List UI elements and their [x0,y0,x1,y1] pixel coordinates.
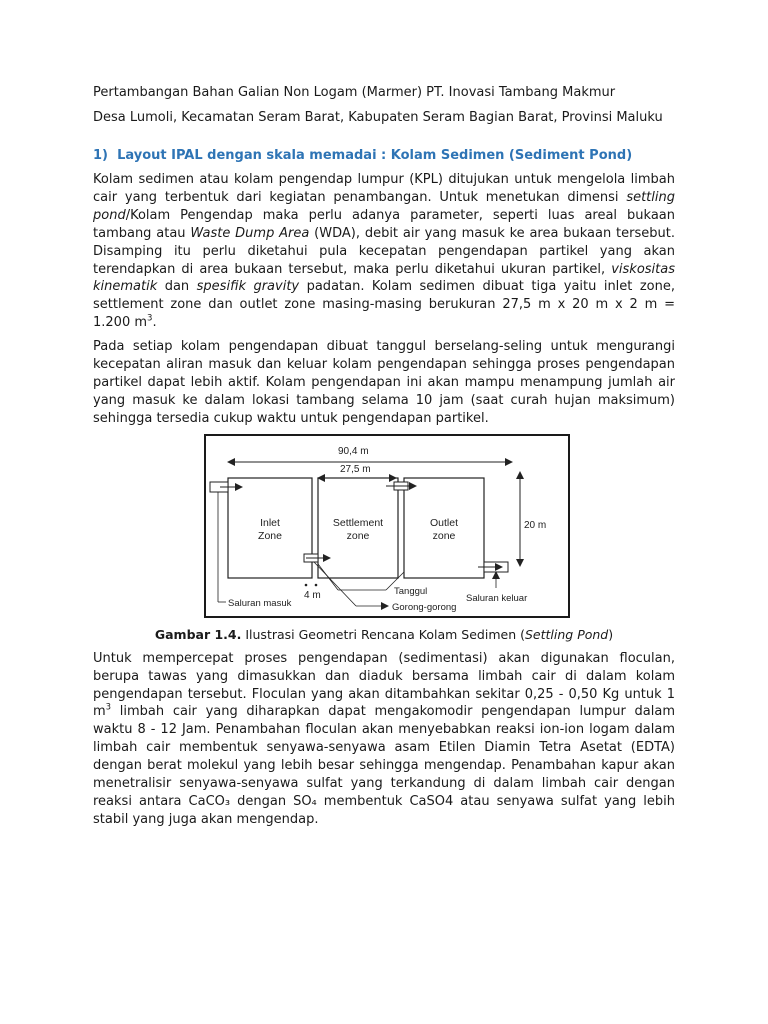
settlement-zone-label-1: Settlement [332,516,384,529]
dim-gap-label: 4 m [304,589,321,601]
para3-superscript: 3 [105,703,112,714]
label-saluran-masuk: Saluran masuk [228,597,292,609]
label-tanggul: Tanggul [394,585,428,597]
para3-text-2: limbah cair yang diharapkan dapat mengakomodir pengendapan lumpur dalam waktu 8 - 12 Jam. Penambahan floculan akan menyebabkan reaksi ion-ion logam dalam limbah cair membentuk senyawa-senyawa asam Etilen Diamin Tetra Asetat (EDTA) dengan berat molekul yang lebih besar sehingga mengendap. Penambahan kapur akan menetralisir senyawa-senyawa sulfat yang terkandung di dalam limbah cair dengan reaksi antara CaCO₃ dengan SO₄ membentuk CaSO4 atau senyawa sulfat yang lebih stabil yang juga akan mengendap. [93,704,675,827]
caption-text: Ilustrasi Geometri Rencana Kolam Sedimen ( [241,626,525,642]
gap-dot-1 [305,583,308,586]
para1-text-5: padatan. Kolam sedimen dibuat tiga yaitu inlet zone, settlement zone dan outlet zone masing-masing berukuran 27,5 m x 20 m x 2 m = 1.200 m [93,279,676,331]
para1-italic-settling-pond: settling pond [93,189,675,223]
outlet-zone-label-1: Outlet [429,516,459,529]
label-gorong-gorong: Gorong-gorong [392,601,457,613]
para1-text-3: (WDA), debit air yang masuk ke area bukaan tersebut. Disamping itu perlu diketahui pula kecepatan pengendapan partikel yang akan terendapkan di area bukaan tersebut, maka perlu diketahui ukuran partikel, [93,225,675,277]
diagram-svg [206,436,568,616]
figure-caption [93,626,675,643]
caption-italic: Settling Pond [524,626,609,642]
paragraph-tanggul: Pada setiap kolam pengendapan dibuat tanggul berselang-seling untuk mengurangi kecepatan aliran masuk dan keluar kolam pengendapan sehingga proses pengendapan partikel dapat lebih aktif. Kolam pengendapan ini akan mampu menampung jumlah air yang masuk ke dalam lokasi tambang selama 10 jam (saat curah hujan maksimum) sehingga tersedia cukup waktu untuk pengendapan partikel. [93,339,675,426]
dim-total-label: 90,4 m [338,445,369,457]
para1-italic-waste-dump: Waste Dump Area [190,225,310,241]
dim-height-label: 20 m [524,519,547,531]
para3-text-1: Untuk mempercepat proses pengendapan (sedimentasi) akan digunakan floculan, berupa tawas yang dimasukkan dan diaduk bersama limbah cair di dalam kolam pengendapan tersebut. Floculan yang akan ditambahkan sekitar 0,25 - 0,50 Kg untuk 1 m [93,650,675,720]
header-location-line: Desa Lumoli, Kecamatan Seram Barat, Kabupaten Seram Bagian Barat, Provinsi Maluku [93,110,663,125]
header-company-line: Pertambangan Bahan Galian Non Logam (Marmer) PT. Inovasi Tambang Makmur [93,85,616,100]
caption-figure-number: Gambar 1.4. [154,626,242,642]
para1-text-6: . [152,315,157,331]
para1-superscript: 3 [147,313,153,324]
para1-text-1: Kolam sedimen atau kolam pengendap lumpur (KPL) ditujukan untuk mengelola limbah cair yang terbentuk dari kegiatan penambangan. Untuk menetukan dimensi [93,172,675,205]
dim-zone-label: 27,5 m [340,463,371,475]
outlet-zone-label-2: zone [432,529,456,542]
settlement-zone-label-2: zone [346,529,370,542]
document-page [93,84,675,835]
paragraph-floculan [93,650,675,829]
section-heading [93,147,675,165]
para1-italic-viskositas: viskositas kinematik [93,261,675,295]
paragraph-sediment-pond-intro [93,171,675,332]
label-saluran-keluar: Saluran keluar [466,592,528,604]
inlet-zone-label-1: Inlet [260,516,280,529]
caption-end: ) [608,626,614,642]
section-title: Layout IPAL dengan skala memadai : Kolam Sedimen (Sediment Pond) [117,148,633,163]
para1-italic-gravity: spesifik gravity [196,279,300,295]
para1-text-2: /Kolam Pengendap maka perlu adanya parameter, seperti luas areal bukaan tambang atau [93,207,675,241]
gap-dot-2 [315,583,318,586]
inlet-zone-label-2: Zone [258,529,282,542]
section-number: 1) [93,148,108,163]
para1-text-4: dan [157,279,197,295]
settling-pond-diagram [204,434,570,618]
